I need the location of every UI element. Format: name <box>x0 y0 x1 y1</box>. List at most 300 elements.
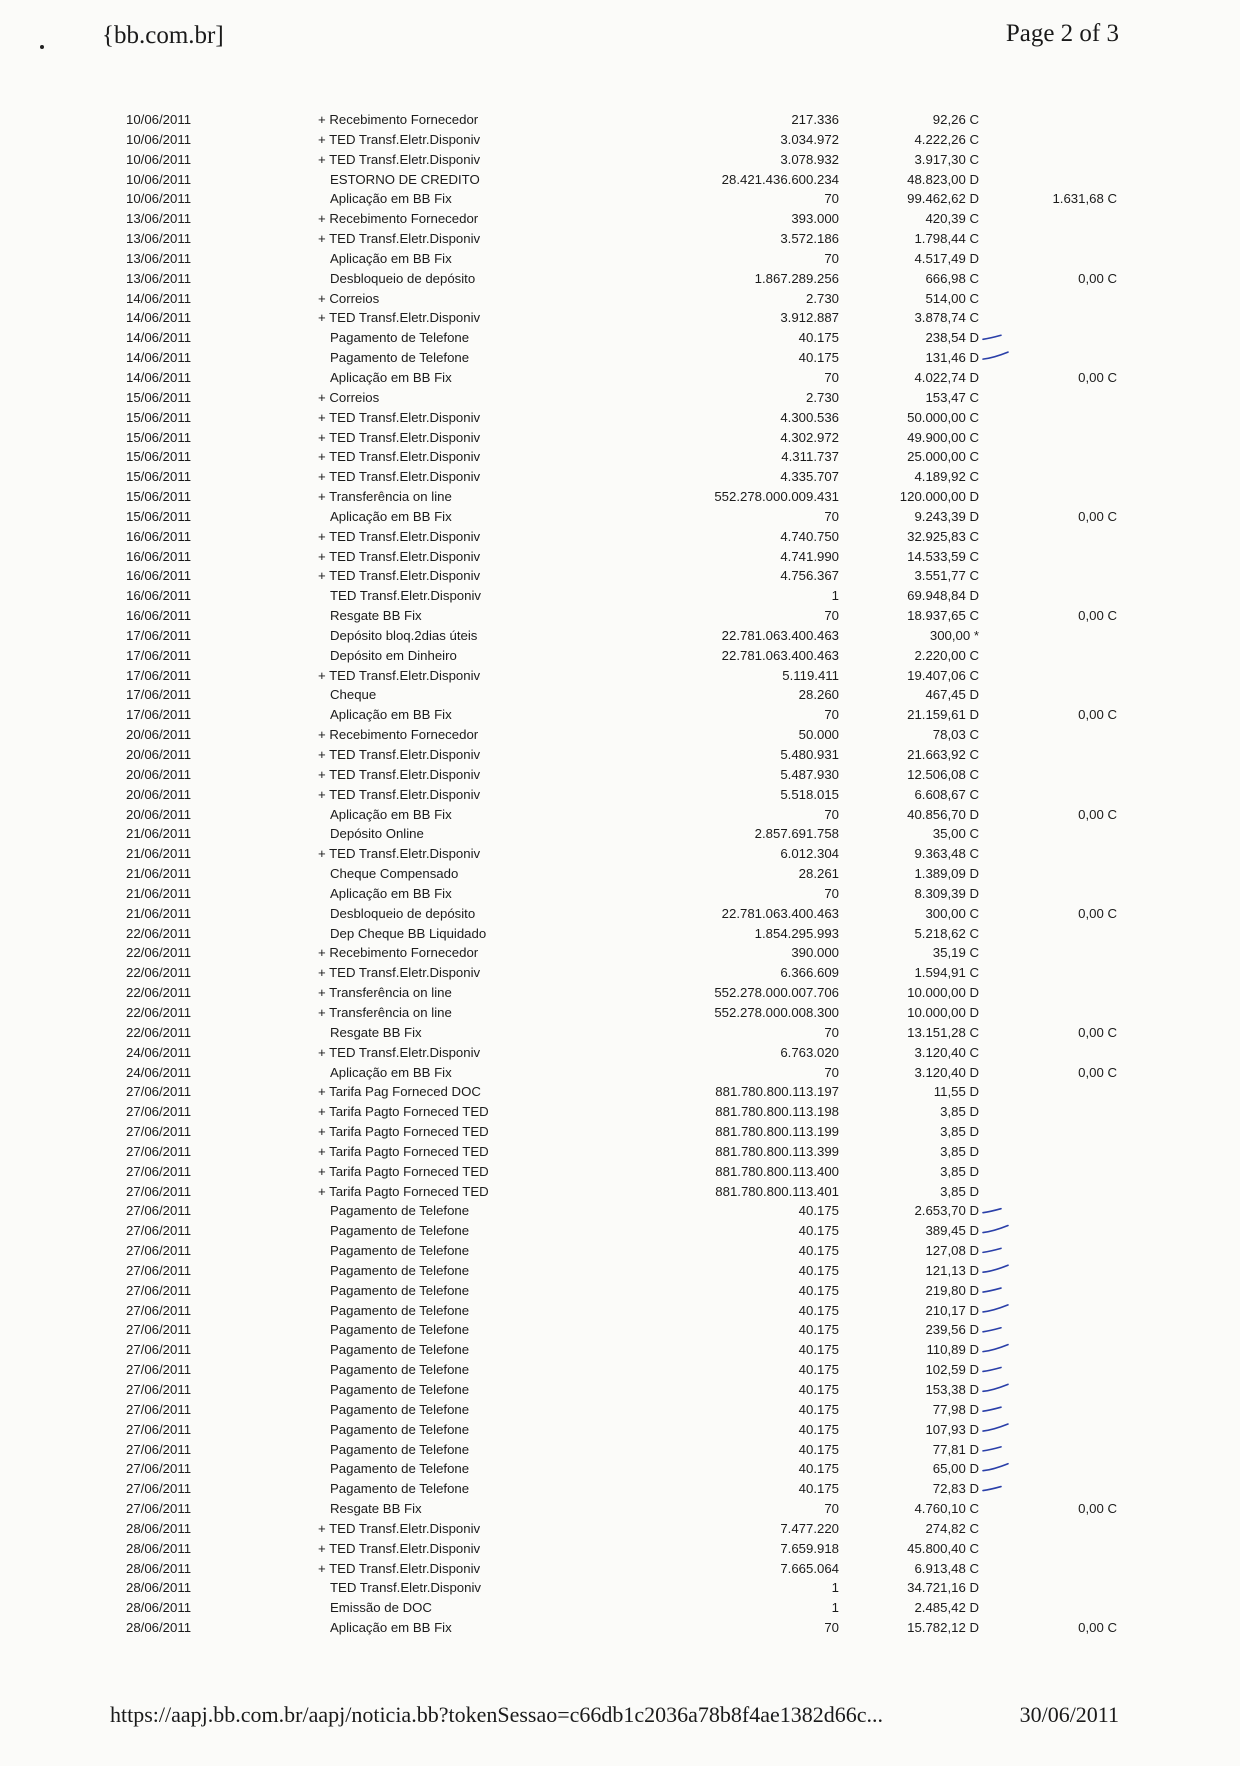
transaction-date: 10/06/2011 <box>126 151 192 167</box>
transaction-description: + Recebimento Fornecedor <box>318 945 479 961</box>
transaction-description: + Tarifa Pagto Forneced TED <box>318 1183 489 1199</box>
table-row <box>0 428 1240 448</box>
transaction-document: 70 <box>824 1064 839 1080</box>
transaction-value: 274,82 C <box>925 1520 979 1536</box>
transaction-document: 881.780.800.113.401 <box>715 1183 839 1199</box>
transaction-document: 1 <box>831 1580 839 1596</box>
transaction-date: 27/06/2011 <box>126 1223 192 1239</box>
transaction-document: 40.175 <box>798 350 839 366</box>
transaction-date: 28/06/2011 <box>126 1620 192 1636</box>
transaction-date: 27/06/2011 <box>126 1104 192 1120</box>
transaction-date: 13/06/2011 <box>126 231 192 247</box>
transaction-date: 17/06/2011 <box>126 647 192 663</box>
transaction-date: 17/06/2011 <box>126 687 192 703</box>
table-row <box>0 725 1240 745</box>
table-row <box>0 1320 1240 1340</box>
transaction-description: + TED Transf.Eletr.Disponiv <box>318 449 481 465</box>
transaction-description: Aplicação em BB Fix <box>330 1620 452 1636</box>
transaction-document: 40.175 <box>798 1223 839 1239</box>
transaction-value: 9.363,48 C <box>914 846 979 862</box>
transaction-date: 10/06/2011 <box>126 131 192 147</box>
table-row <box>0 1301 1240 1321</box>
transaction-date: 16/06/2011 <box>126 568 192 584</box>
transaction-value: 300,00 * <box>929 627 979 643</box>
transaction-document: 3.034.972 <box>780 131 839 147</box>
transaction-value: 92,26 C <box>932 112 979 127</box>
table-row <box>0 646 1240 666</box>
transaction-value: 6.913,48 C <box>914 1560 979 1576</box>
transaction-value: 15.782,12 D <box>907 1620 979 1636</box>
table-row <box>0 447 1240 467</box>
transaction-value: 32.925,83 C <box>907 528 979 544</box>
transaction-description: + Tarifa Pagto Forneced TED <box>318 1163 489 1179</box>
transaction-document: 4.756.367 <box>780 568 839 584</box>
table-row <box>0 1578 1240 1598</box>
transaction-document: 1.854.295.993 <box>754 925 839 941</box>
transaction-document: 22.781.063.400.463 <box>721 905 839 921</box>
transaction-value: 72,83 D <box>932 1481 979 1497</box>
transaction-document: 4.311.737 <box>781 449 839 465</box>
transaction-document: 70 <box>824 250 839 266</box>
transaction-description: + TED Transf.Eletr.Disponiv <box>318 131 481 147</box>
transaction-description: Pagamento de Telefone <box>330 1282 470 1298</box>
transaction-description: Pagamento de Telefone <box>330 1461 470 1477</box>
transaction-value: 239,56 D <box>925 1322 979 1338</box>
table-row <box>0 1539 1240 1559</box>
transaction-date: 17/06/2011 <box>126 707 192 723</box>
transaction-value: 99.462,62 D <box>907 191 979 207</box>
transaction-description: Aplicação em BB Fix <box>330 806 452 822</box>
transaction-date: 10/06/2011 <box>126 171 192 187</box>
transaction-description: Dep Cheque BB Liquidado <box>330 925 487 941</box>
table-row <box>0 1063 1240 1083</box>
transaction-date: 14/06/2011 <box>126 369 192 385</box>
transaction-description: Depósito em Dinheiro <box>330 647 457 663</box>
transaction-date: 14/06/2011 <box>126 330 192 346</box>
transaction-description: + Transferência on line <box>318 1004 452 1020</box>
table-row <box>0 1082 1240 1102</box>
statement-table <box>0 110 1240 1638</box>
transaction-document: 1 <box>831 588 839 604</box>
transaction-value: 13.151,28 C <box>907 1024 979 1040</box>
transaction-description: + Transferência on line <box>318 985 452 1001</box>
footer-url: https://aapj.bb.com.br/aapj/noticia.bb?tokenSessao=c66db1c2036a78b8f4ae1382d66c... <box>110 1702 884 1727</box>
transaction-document: 40.175 <box>798 1461 839 1477</box>
transaction-description: + Correios <box>318 290 380 306</box>
transaction-description: Cheque Compensado <box>330 866 459 882</box>
transaction-value: 3.878,74 C <box>914 310 979 326</box>
table-row <box>0 1221 1240 1241</box>
transaction-document: 40.175 <box>798 1441 839 1457</box>
table-row <box>0 1182 1240 1202</box>
transaction-value: 69.948,84 D <box>907 588 979 604</box>
transaction-document: 5.518.015 <box>780 786 839 802</box>
transaction-document: 40.175 <box>798 1481 839 1497</box>
transaction-document: 2.857.691.758 <box>754 826 839 842</box>
transaction-description: + TED Transf.Eletr.Disponiv <box>318 846 481 862</box>
table-row <box>0 1142 1240 1162</box>
table-row <box>0 1559 1240 1579</box>
transaction-document: 4.302.972 <box>780 429 839 445</box>
transaction-document: 552.278.000.009.431 <box>714 489 839 505</box>
transaction-description: Pagamento de Telefone <box>330 1262 470 1278</box>
transaction-date: 16/06/2011 <box>126 528 192 544</box>
transaction-date: 20/06/2011 <box>126 747 192 762</box>
transaction-date: 17/06/2011 <box>126 627 192 643</box>
transaction-date: 13/06/2011 <box>126 270 192 286</box>
transaction-value: 666,98 C <box>925 270 979 286</box>
transaction-value: 153,38 D <box>925 1382 979 1397</box>
transaction-description: + Tarifa Pagto Forneced TED <box>318 1143 489 1159</box>
transaction-value: 4.189,92 C <box>914 469 979 485</box>
transaction-date: 14/06/2011 <box>126 310 192 326</box>
transaction-description: Pagamento de Telefone <box>330 1421 470 1437</box>
table-row <box>0 983 1240 1003</box>
transaction-document: 70 <box>824 1024 839 1040</box>
transaction-description: Desbloqueio de depósito <box>330 905 476 921</box>
transaction-document: 40.175 <box>798 1342 839 1358</box>
transaction-document: 40.175 <box>798 1362 839 1378</box>
table-row <box>0 785 1240 805</box>
transaction-document: 28.260 <box>798 687 839 703</box>
transaction-value: 1.798,44 C <box>914 231 979 247</box>
transaction-value: 49.900,00 C <box>907 429 979 445</box>
transaction-value: 21.159,61 D <box>907 707 979 723</box>
transaction-value: 300,00 C <box>925 905 979 921</box>
transaction-date: 16/06/2011 <box>126 608 192 624</box>
transaction-value: 514,00 C <box>925 290 979 306</box>
transaction-description: Resgate BB Fix <box>330 1024 422 1040</box>
transaction-date: 15/06/2011 <box>126 429 192 445</box>
transaction-value: 48.823,00 D <box>907 171 979 187</box>
transaction-date: 15/06/2011 <box>126 469 192 485</box>
transaction-date: 27/06/2011 <box>126 1322 192 1338</box>
transaction-document: 217.336 <box>791 112 839 127</box>
table-row <box>0 745 1240 765</box>
transaction-date: 13/06/2011 <box>126 250 192 266</box>
transaction-description: + TED Transf.Eletr.Disponiv <box>318 151 481 167</box>
transaction-balance: 0,00 C <box>1078 1024 1117 1040</box>
transaction-value: 65,00 D <box>932 1461 979 1477</box>
transaction-balance: 0,00 C <box>1078 1501 1117 1517</box>
table-row <box>0 1360 1240 1380</box>
transaction-value: 5.218,62 C <box>914 925 979 941</box>
transaction-description: + TED Transf.Eletr.Disponiv <box>318 568 481 584</box>
table-row <box>0 368 1240 388</box>
transaction-document: 70 <box>824 508 839 524</box>
table-row <box>0 328 1240 348</box>
transaction-value: 3.120,40 C <box>914 1044 979 1060</box>
transaction-date: 14/06/2011 <box>126 350 192 366</box>
transaction-description: Emissão de DOC <box>330 1600 432 1616</box>
table-row <box>0 408 1240 428</box>
transaction-date: 22/06/2011 <box>126 945 192 961</box>
table-row <box>0 566 1240 586</box>
table-row <box>0 1459 1240 1479</box>
transaction-date: 28/06/2011 <box>126 1600 192 1616</box>
table-row <box>0 269 1240 289</box>
table-row <box>0 130 1240 150</box>
transaction-document: 4.335.707 <box>780 469 839 485</box>
table-row <box>0 527 1240 547</box>
transaction-value: 77,98 D <box>932 1401 979 1417</box>
transaction-document: 7.659.918 <box>780 1540 839 1556</box>
transaction-document: 40.175 <box>798 1243 839 1259</box>
footer-date: 30/06/2011 <box>1019 1702 1119 1727</box>
table-row <box>0 1201 1240 1221</box>
table-row <box>0 547 1240 567</box>
transaction-document: 70 <box>824 191 839 207</box>
table-row <box>0 943 1240 963</box>
transaction-description: Aplicação em BB Fix <box>330 707 452 723</box>
table-row <box>0 606 1240 626</box>
transaction-description: + Tarifa Pag Forneced DOC <box>318 1084 481 1100</box>
table-row <box>0 805 1240 825</box>
transaction-document: 40.175 <box>798 1302 839 1318</box>
transaction-date: 13/06/2011 <box>126 211 192 227</box>
table-row <box>0 1281 1240 1301</box>
table-row <box>0 1162 1240 1182</box>
transaction-value: 10.000,00 D <box>907 1004 979 1020</box>
transaction-balance: 0,00 C <box>1078 905 1117 921</box>
transaction-document: 881.780.800.113.197 <box>715 1084 839 1100</box>
table-row <box>0 685 1240 705</box>
transaction-description: Aplicação em BB Fix <box>330 369 452 385</box>
table-row <box>0 308 1240 328</box>
scan-dot <box>40 45 44 49</box>
transaction-description: Pagamento de Telefone <box>330 350 470 366</box>
transaction-value: 3,85 D <box>940 1104 979 1120</box>
table-row <box>0 289 1240 309</box>
transaction-document: 1.867.289.256 <box>754 270 839 286</box>
transaction-document: 6.366.609 <box>780 965 839 981</box>
transaction-description: Pagamento de Telefone <box>330 330 470 346</box>
transaction-value: 14.533,59 C <box>907 548 979 564</box>
transaction-date: 24/06/2011 <box>126 1064 192 1080</box>
transaction-document: 6.763.020 <box>780 1044 839 1060</box>
table-row <box>0 249 1240 269</box>
transaction-value: 107,93 D <box>925 1421 979 1437</box>
transaction-document: 40.175 <box>798 1382 839 1397</box>
transaction-value: 18.937,65 C <box>907 608 979 624</box>
transaction-value: 420,39 C <box>925 211 979 227</box>
transaction-description: Aplicação em BB Fix <box>330 1064 452 1080</box>
transaction-document: 4.300.536 <box>780 409 839 425</box>
transaction-date: 21/06/2011 <box>126 866 192 882</box>
transaction-description: + Recebimento Fornecedor <box>318 112 479 127</box>
transaction-date: 10/06/2011 <box>126 191 192 207</box>
transaction-value: 3.917,30 C <box>914 151 979 167</box>
table-row <box>0 1241 1240 1261</box>
table-row <box>0 170 1240 190</box>
transaction-document: 2.730 <box>805 290 839 306</box>
table-row <box>0 1440 1240 1460</box>
transaction-document: 40.175 <box>798 1203 839 1219</box>
table-row <box>0 626 1240 646</box>
transaction-document: 70 <box>824 1620 839 1636</box>
transaction-date: 28/06/2011 <box>126 1540 192 1556</box>
transaction-date: 22/06/2011 <box>126 1024 192 1040</box>
table-row <box>0 209 1240 229</box>
transaction-description: + TED Transf.Eletr.Disponiv <box>318 1520 481 1536</box>
transaction-value: 78,03 C <box>932 727 979 743</box>
transaction-value: 219,80 D <box>925 1282 979 1298</box>
transaction-date: 27/06/2011 <box>126 1342 192 1358</box>
transaction-date: 22/06/2011 <box>126 965 192 981</box>
transaction-date: 27/06/2011 <box>126 1441 192 1457</box>
transaction-value: 238,54 D <box>925 330 979 346</box>
transaction-description: + TED Transf.Eletr.Disponiv <box>318 231 481 247</box>
transaction-description: Resgate BB Fix <box>330 608 422 624</box>
table-row <box>0 1519 1240 1539</box>
table-row <box>0 1499 1240 1519</box>
transaction-value: 3.551,77 C <box>914 568 979 584</box>
transaction-balance: 0,00 C <box>1078 369 1117 385</box>
table-row <box>0 1598 1240 1618</box>
transaction-date: 28/06/2011 <box>126 1580 192 1596</box>
transaction-value: 121,13 D <box>925 1262 979 1278</box>
transaction-date: 16/06/2011 <box>126 588 192 604</box>
transaction-date: 27/06/2011 <box>126 1282 192 1298</box>
transaction-description: Pagamento de Telefone <box>330 1481 470 1497</box>
transaction-date: 16/06/2011 <box>126 548 192 564</box>
transaction-document: 5.119.411 <box>782 667 839 683</box>
transaction-description: Pagamento de Telefone <box>330 1401 470 1417</box>
transaction-date: 27/06/2011 <box>126 1243 192 1259</box>
transaction-description: + Recebimento Fornecedor <box>318 211 479 227</box>
transaction-document: 70 <box>824 1501 839 1517</box>
table-row <box>0 586 1240 606</box>
transaction-date: 15/06/2011 <box>126 389 192 405</box>
transaction-document: 881.780.800.113.198 <box>715 1104 839 1120</box>
transaction-balance: 0,00 C <box>1078 608 1117 624</box>
table-row <box>0 705 1240 725</box>
transaction-document: 22.781.063.400.463 <box>721 627 839 643</box>
transaction-value: 3,85 D <box>940 1143 979 1159</box>
transaction-description: Aplicação em BB Fix <box>330 250 452 266</box>
transaction-document: 552.278.000.008.300 <box>714 1004 839 1020</box>
transaction-description: Aplicação em BB Fix <box>330 191 452 207</box>
transaction-description: + TED Transf.Eletr.Disponiv <box>318 310 481 326</box>
transaction-document: 40.175 <box>798 330 839 346</box>
transaction-date: 28/06/2011 <box>126 1520 192 1536</box>
transaction-date: 20/06/2011 <box>126 786 192 802</box>
transaction-date: 15/06/2011 <box>126 508 192 524</box>
transaction-value: 6.608,67 C <box>914 786 979 802</box>
transaction-document: 5.487.930 <box>780 766 839 782</box>
transaction-value: 467,45 D <box>925 687 979 703</box>
transaction-description: + TED Transf.Eletr.Disponiv <box>318 747 481 762</box>
transaction-description: + TED Transf.Eletr.Disponiv <box>318 469 481 485</box>
transaction-description: Depósito Online <box>330 826 424 842</box>
transaction-document: 50.000 <box>798 727 839 743</box>
transaction-document: 40.175 <box>798 1262 839 1278</box>
table-row <box>0 1400 1240 1420</box>
transaction-description: + TED Transf.Eletr.Disponiv <box>318 667 481 683</box>
table-row <box>0 487 1240 507</box>
table-row <box>0 1003 1240 1023</box>
transaction-value: 25.000,00 C <box>907 449 979 465</box>
transaction-document: 3.078.932 <box>780 151 839 167</box>
transaction-value: 3,85 D <box>940 1124 979 1140</box>
transaction-description: TED Transf.Eletr.Disponiv <box>330 1580 481 1596</box>
transaction-date: 27/06/2011 <box>126 1262 192 1278</box>
transaction-date: 22/06/2011 <box>126 1004 192 1020</box>
transaction-date: 27/06/2011 <box>126 1382 192 1397</box>
transaction-document: 881.780.800.113.199 <box>715 1124 839 1140</box>
transaction-balance: 0,00 C <box>1078 1064 1117 1080</box>
transaction-value: 4.222,26 C <box>914 131 979 147</box>
table-row <box>0 150 1240 170</box>
transaction-document: 881.780.800.113.399 <box>715 1143 839 1159</box>
transaction-description: Pagamento de Telefone <box>330 1223 470 1239</box>
table-row <box>0 864 1240 884</box>
transaction-date: 22/06/2011 <box>126 985 192 1001</box>
transaction-document: 7.665.064 <box>780 1560 839 1576</box>
transaction-value: 4.517,49 D <box>914 250 979 266</box>
transaction-date: 15/06/2011 <box>126 449 192 465</box>
transaction-document: 7.477.220 <box>780 1520 839 1536</box>
transaction-date: 27/06/2011 <box>126 1084 192 1100</box>
transaction-description: Depósito bloq.2dias úteis <box>330 627 478 643</box>
transaction-document: 552.278.000.007.706 <box>714 985 839 1001</box>
transaction-value: 2.485,42 D <box>914 1600 979 1616</box>
transaction-document: 70 <box>824 885 839 901</box>
transaction-description: Pagamento de Telefone <box>330 1203 470 1219</box>
table-row <box>0 1043 1240 1063</box>
transaction-description: Cheque <box>330 687 377 703</box>
transaction-description: Desbloqueio de depósito <box>330 270 476 286</box>
transaction-value: 153,47 C <box>925 389 979 405</box>
transaction-value: 1.389,09 D <box>914 866 979 882</box>
header-page-number: Page 2 of 3 <box>1005 20 1119 47</box>
transaction-balance: 0,00 C <box>1078 707 1117 723</box>
transaction-description: + Transferência on line <box>318 489 452 505</box>
transaction-description: + TED Transf.Eletr.Disponiv <box>318 528 481 544</box>
transaction-value: 4.022,74 D <box>914 369 979 385</box>
table-row <box>0 229 1240 249</box>
table-row <box>0 1618 1240 1638</box>
transaction-date: 27/06/2011 <box>126 1143 192 1159</box>
transaction-date: 21/06/2011 <box>126 885 192 901</box>
transaction-document: 40.175 <box>798 1282 839 1298</box>
transaction-description: Pagamento de Telefone <box>330 1342 470 1358</box>
transaction-document: 40.175 <box>798 1401 839 1417</box>
transaction-document: 22.781.063.400.463 <box>721 647 839 663</box>
transaction-value: 35,00 C <box>932 826 979 842</box>
transaction-date: 14/06/2011 <box>126 290 192 306</box>
transaction-date: 27/06/2011 <box>126 1461 192 1477</box>
table-row <box>0 1102 1240 1122</box>
transaction-document: 3.912.887 <box>780 310 839 326</box>
transaction-date: 21/06/2011 <box>126 846 192 862</box>
transaction-date: 20/06/2011 <box>126 806 192 822</box>
transaction-value: 21.663,92 C <box>907 747 979 762</box>
table-row <box>0 110 1240 130</box>
transaction-document: 70 <box>824 608 839 624</box>
transaction-date: 27/06/2011 <box>126 1302 192 1318</box>
transaction-value: 127,08 D <box>925 1243 979 1259</box>
transaction-date: 27/06/2011 <box>126 1362 192 1378</box>
transaction-description: Pagamento de Telefone <box>330 1243 470 1259</box>
transaction-balance: 0,00 C <box>1078 270 1117 286</box>
transaction-date: 27/06/2011 <box>126 1203 192 1219</box>
transaction-description: + TED Transf.Eletr.Disponiv <box>318 429 481 445</box>
transaction-value: 131,46 D <box>925 350 979 366</box>
transaction-date: 10/06/2011 <box>126 112 192 127</box>
transaction-date: 27/06/2011 <box>126 1481 192 1497</box>
table-row <box>0 844 1240 864</box>
